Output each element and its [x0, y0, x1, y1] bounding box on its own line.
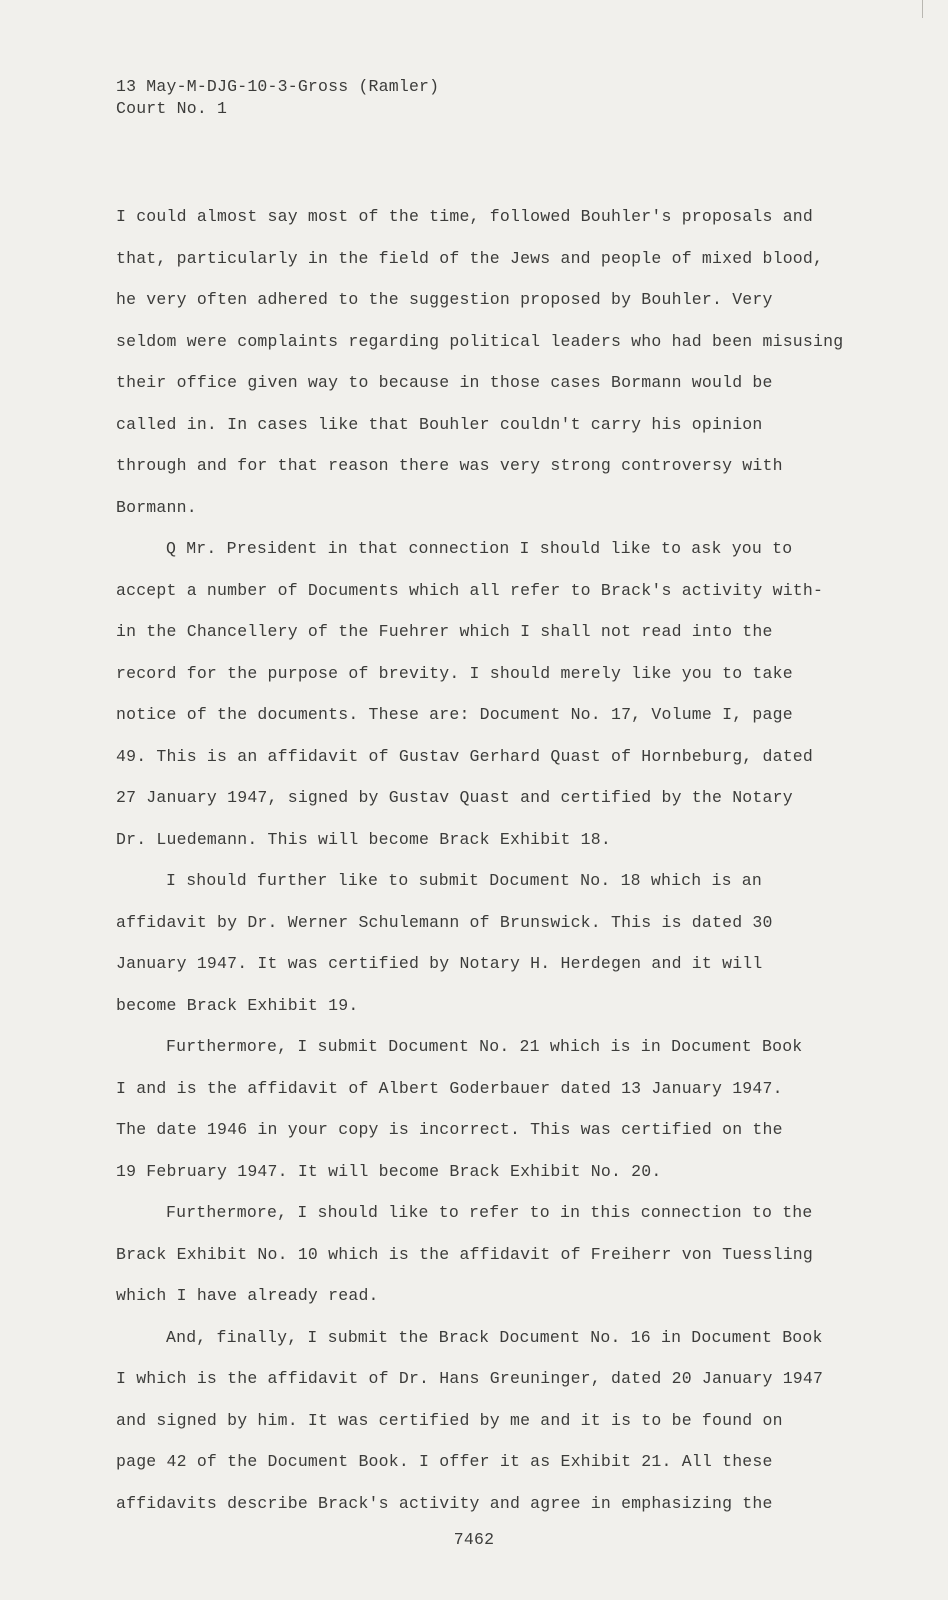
- transcript-line: in the Chancellery of the Fuehrer which I shall not read into the: [116, 622, 773, 641]
- transcript-line: affidavits describe Brack's activity and agree in emphasizing the: [116, 1493, 773, 1513]
- transcript-line: he very often adhered to the suggestion proposed by Bouhler. Very: [116, 290, 773, 309]
- transcript-line: And, finally, I submit the Brack Document No. 16 in Document Book: [166, 1327, 823, 1347]
- transcript-line: affidavit by Dr. Werner Schulemann of Brunswick. This is dated 30: [116, 912, 773, 932]
- transcript-line: page 42 of the Document Book. I offer it as Exhibit 21. All these: [116, 1452, 773, 1471]
- transcript-line: become Brack Exhibit 19.: [116, 995, 359, 1015]
- transcript-line: record for the purpose of brevity. I should merely like you to take: [116, 663, 793, 683]
- header-session-line: 13 May-M-DJG-10-3-Gross (Ramler): [116, 77, 440, 96]
- transcript-line: their office given way to because in those cases Bormann would be: [116, 373, 773, 392]
- paper-edge-mark: [922, 0, 923, 18]
- transcript-line: Q Mr. President in that connection I should like to ask you to: [166, 539, 793, 558]
- transcript-line: which I have already read.: [116, 1286, 379, 1305]
- transcript-line: Dr. Luedemann. This will become Brack Exhibit 18.: [116, 829, 611, 849]
- transcript-line: I and is the affidavit of Albert Goderbauer dated 13 January 1947.: [116, 1078, 783, 1098]
- transcript-line: I which is the affidavit of Dr. Hans Greuninger, dated 20 January 1947: [116, 1369, 824, 1388]
- header-court-line: Court No. 1: [116, 99, 228, 118]
- document-header: [116, 76, 439, 120]
- transcript-line: seldom were complaints regarding political leaders who had been misusing: [116, 331, 844, 351]
- transcript-line: 49. This is an affidavit of Gustav Gerhard Quast of Hornbeburg, dated: [116, 746, 814, 766]
- transcript-line: that, particularly in the field of the Jews and people of mixed blood,: [116, 248, 824, 268]
- transcript-line: accept a number of Documents which all refer to Brack's activity with-: [116, 580, 824, 600]
- transcript-line: through and for that reason there was very strong controversy with: [116, 456, 783, 475]
- transcript-body: [116, 196, 856, 1524]
- transcript-line: The date 1946 in your copy is incorrect. This was certified on the: [116, 1120, 783, 1139]
- transcript-line: and signed by him. It was certified by me and it is to be found on: [116, 1410, 783, 1430]
- transcript-line: Furthermore, I should like to refer to in this connection to the: [166, 1203, 813, 1222]
- transcript-line: Bormann.: [116, 497, 197, 517]
- transcript-line: Brack Exhibit No. 10 which is the affidavit of Freiherr von Tuessling: [116, 1244, 814, 1264]
- page-number: 7462: [453, 1530, 495, 1549]
- transcript-line: notice of the documents. These are: Document No. 17, Volume I, page: [116, 705, 793, 724]
- transcript-line: I should further like to submit Document No. 18 which is an: [166, 871, 762, 890]
- transcript-line: 19 February 1947. It will become Brack Exhibit No. 20.: [116, 1161, 662, 1181]
- transcript-line: 27 January 1947, signed by Gustav Quast and certified by the Notary: [116, 788, 793, 807]
- transcript-line: called in. In cases like that Bouhler couldn't carry his opinion: [116, 414, 763, 434]
- transcript-line: Furthermore, I submit Document No. 21 which is in Document Book: [166, 1037, 803, 1056]
- transcript-line: January 1947. It was certified by Notary H. Herdegen and it will: [116, 954, 763, 973]
- transcript-line: I could almost say most of the time, followed Bouhler's proposals and: [116, 207, 814, 226]
